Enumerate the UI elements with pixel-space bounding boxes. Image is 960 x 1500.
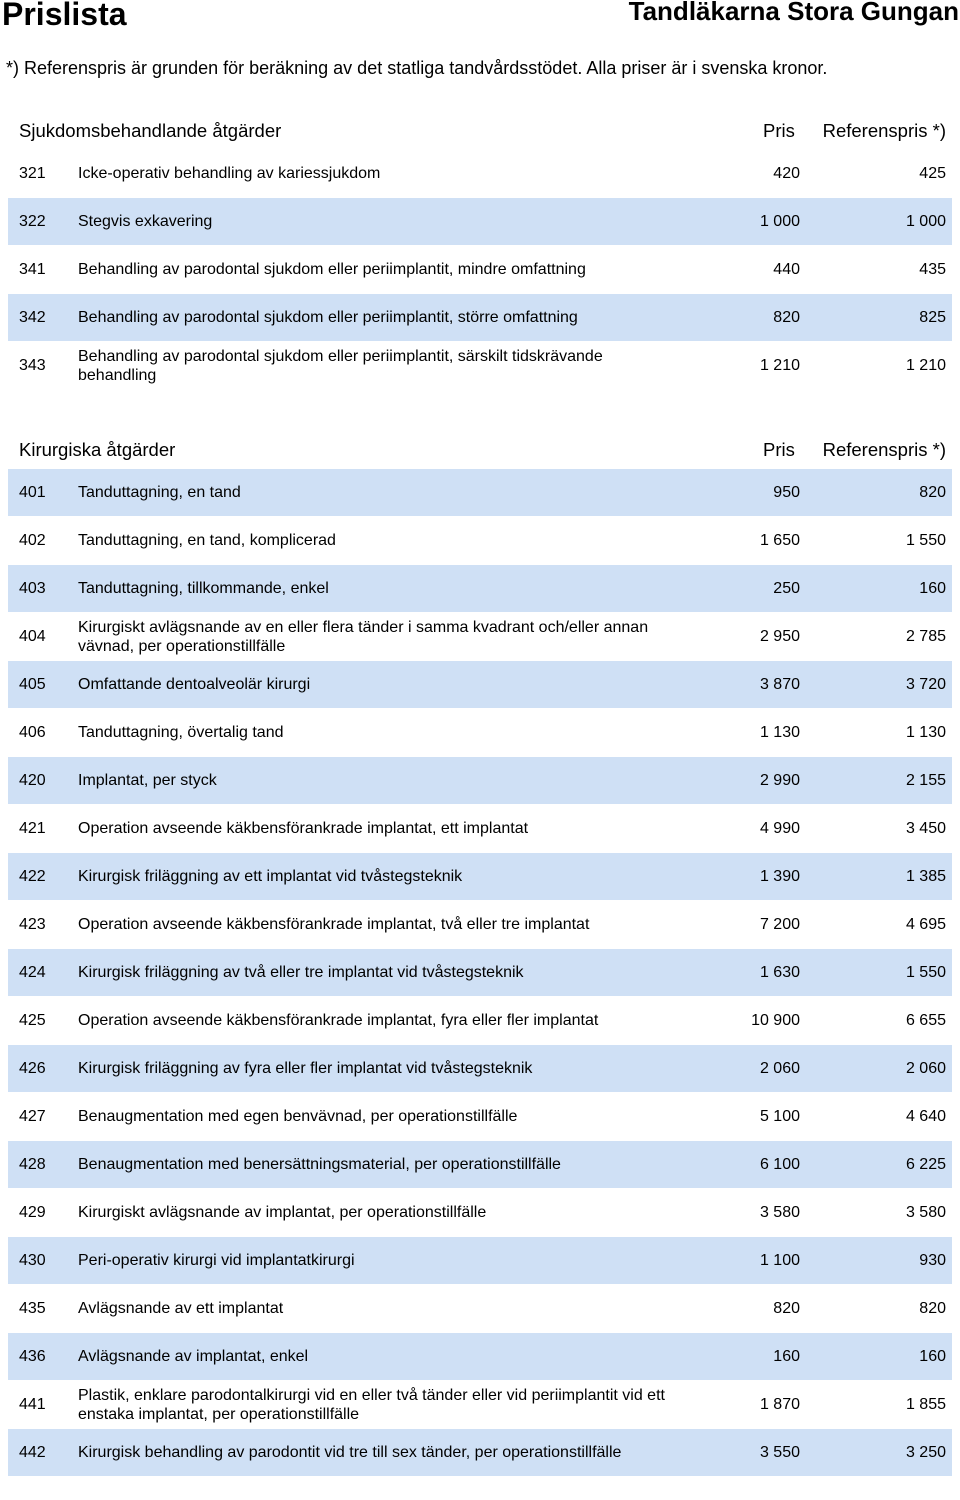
price-value: 160 <box>773 1347 800 1365</box>
procedure-code: 425 <box>19 1011 46 1029</box>
table-row <box>8 709 952 757</box>
reference-price-value: 1 550 <box>905 531 946 549</box>
price-value: 3 580 <box>759 1203 800 1221</box>
reference-price-value: 2 155 <box>905 771 946 789</box>
price-value: 1 650 <box>759 531 800 549</box>
table-row <box>8 1333 952 1381</box>
page-header <box>0 0 960 40</box>
procedure-code: 343 <box>19 356 46 374</box>
price-column-header: Pris <box>763 120 795 141</box>
price-value: 1 000 <box>759 212 800 230</box>
price-column-header: Pris <box>763 439 795 460</box>
price-value: 440 <box>773 260 800 278</box>
procedure-description: Behandling av parodontal sjukdom eller periimplantit, särskilt tidskrävande behandling <box>78 347 603 384</box>
procedure-description: Behandling av parodontal sjukdom eller periimplantit, mindre omfattning <box>78 261 586 278</box>
price-table <box>8 469 952 1477</box>
procedure-code: 402 <box>19 531 46 549</box>
reference-price-value: 820 <box>919 483 946 501</box>
table-row <box>8 997 952 1045</box>
reference-price-value: 3 720 <box>905 675 946 693</box>
procedure-code: 423 <box>19 915 46 933</box>
procedure-code: 430 <box>19 1251 46 1269</box>
procedure-description: Kirurgisk friläggning av fyra eller fler implantat vid tvåstegsteknik <box>78 1060 533 1077</box>
procedure-code: 426 <box>19 1059 46 1077</box>
section-title: Sjukdomsbehandlande åtgärder <box>19 120 282 141</box>
reference-price-value: 3 250 <box>905 1443 946 1461</box>
price-value: 1 630 <box>759 963 800 981</box>
section-header <box>8 110 952 150</box>
procedure-code: 422 <box>19 867 46 885</box>
procedure-code: 321 <box>19 164 46 182</box>
price-value: 420 <box>773 164 800 182</box>
procedure-description: Operation avseende käkbensförankrade implantat, fyra eller fler implantat <box>78 1012 599 1029</box>
section-surgery <box>8 429 952 1477</box>
reference-price-note: *) Referenspris är grunden för beräkning av det statliga tandvårdsstödet. Alla priser är i svenska kronor. <box>6 58 828 78</box>
procedure-description: Kirurgisk behandling av parodontit vid tre till sex tänder, per operationstillfälle <box>78 1444 622 1461</box>
section-treatment <box>8 110 952 390</box>
procedure-code: 341 <box>19 260 46 278</box>
table-row <box>8 1045 952 1093</box>
price-value: 820 <box>773 1299 800 1317</box>
reference-price-column-header: Referenspris *) <box>822 120 946 141</box>
reference-price-value: 3 580 <box>905 1203 946 1221</box>
price-value: 7 200 <box>759 915 800 933</box>
section-header <box>8 429 952 469</box>
procedure-description: Kirurgisk friläggning av två eller tre implantat vid tvåstegsteknik <box>78 964 524 981</box>
price-value: 6 100 <box>759 1155 800 1173</box>
procedure-description: Peri-operativ kirurgi vid implantatkirurgi <box>78 1252 355 1269</box>
price-value: 1 210 <box>759 356 800 374</box>
reference-price-value: 825 <box>919 308 946 326</box>
reference-price-value: 435 <box>919 260 946 278</box>
procedure-description: Plastik, enklare parodontalkirurgi vid en eller två tänder eller vid periimplantit vid ett enstaka implantat, per operationstillfälle <box>78 1386 665 1423</box>
price-value: 3 870 <box>759 675 800 693</box>
price-value: 2 990 <box>759 771 800 789</box>
procedure-description: Operation avseende käkbensförankrade implantat, två eller tre implantat <box>78 916 590 933</box>
procedure-code: 406 <box>19 723 46 741</box>
procedure-description: Kirurgiskt avlägsnande av implantat, per operationstillfälle <box>78 1204 487 1221</box>
procedure-description: Omfattande dentoalveolär kirurgi <box>78 676 311 693</box>
price-value: 1 130 <box>759 723 800 741</box>
procedure-code: 427 <box>19 1107 46 1125</box>
reference-price-value: 1 210 <box>905 356 946 374</box>
procedure-code: 436 <box>19 1347 46 1365</box>
table-row <box>8 517 952 565</box>
table-row <box>8 613 952 661</box>
procedure-code: 421 <box>19 819 46 837</box>
procedure-description: Tanduttagning, en tand, komplicerad <box>78 532 336 549</box>
reference-price-value: 930 <box>919 1251 946 1269</box>
table-row <box>8 1237 952 1285</box>
procedure-description: Tanduttagning, övertalig tand <box>78 724 284 741</box>
table-row <box>8 1093 952 1141</box>
procedure-description: Stegvis exkavering <box>78 213 213 230</box>
procedure-description: Benaugmentation med benersättningsmaterial, per operationstillfälle <box>78 1156 561 1173</box>
reference-price-value: 4 640 <box>905 1107 946 1125</box>
price-value: 3 550 <box>759 1443 800 1461</box>
reference-price-value: 425 <box>919 164 946 182</box>
procedure-code: 429 <box>19 1203 46 1221</box>
reference-price-value: 4 695 <box>905 915 946 933</box>
procedure-code: 342 <box>19 308 46 326</box>
procedure-code: 322 <box>19 212 46 230</box>
table-row <box>8 469 952 517</box>
table-row <box>8 1141 952 1189</box>
procedure-description: Tanduttagning, tillkommande, enkel <box>78 580 329 597</box>
reference-price-value: 160 <box>919 1347 946 1365</box>
procedure-code: 401 <box>19 483 46 501</box>
page-title: Prislista <box>2 0 127 32</box>
reference-price-value: 6 655 <box>905 1011 946 1029</box>
procedure-description: Avlägsnande av ett implantat <box>78 1300 284 1317</box>
table-row <box>8 901 952 949</box>
reference-price-value: 1 550 <box>905 963 946 981</box>
procedure-code: 403 <box>19 579 46 597</box>
reference-price-value: 160 <box>919 579 946 597</box>
table-row <box>8 805 952 853</box>
procedure-code: 404 <box>19 627 46 645</box>
procedure-code: 424 <box>19 963 46 981</box>
price-value: 1 870 <box>759 1395 800 1413</box>
reference-price-column-header: Referenspris *) <box>822 439 946 460</box>
procedure-description: Operation avseende käkbensförankrade implantat, ett implantat <box>78 820 529 837</box>
reference-price-value: 6 225 <box>905 1155 946 1173</box>
reference-price-value: 1 855 <box>905 1395 946 1413</box>
price-value: 2 060 <box>759 1059 800 1077</box>
reference-price-value: 1 000 <box>905 212 946 230</box>
table-row <box>8 757 952 805</box>
price-value: 1 100 <box>759 1251 800 1269</box>
procedure-code: 420 <box>19 771 46 789</box>
price-value: 820 <box>773 308 800 326</box>
procedure-description: Icke-operativ behandling av kariessjukdom <box>78 165 381 182</box>
table-row <box>8 198 952 246</box>
table-row <box>8 661 952 709</box>
price-table <box>8 150 952 390</box>
price-value: 950 <box>773 483 800 501</box>
table-row <box>8 1381 952 1429</box>
table-row <box>8 853 952 901</box>
procedure-description: Kirurgisk friläggning av ett implantat vid tvåstegsteknik <box>78 868 463 885</box>
reference-price-value: 1 385 <box>905 867 946 885</box>
procedure-code: 428 <box>19 1155 46 1173</box>
reference-price-value: 2 060 <box>905 1059 946 1077</box>
procedure-code: 441 <box>19 1395 46 1413</box>
procedure-description: Avlägsnande av implantat, enkel <box>78 1348 309 1365</box>
procedure-description: Behandling av parodontal sjukdom eller periimplantit, större omfattning <box>78 309 578 326</box>
price-value: 5 100 <box>759 1107 800 1125</box>
procedure-description: Tanduttagning, en tand <box>78 484 241 501</box>
procedure-code: 405 <box>19 675 46 693</box>
procedure-description: Kirurgiskt avlägsnande av en eller flera tänder i samma kvadrant och/eller annan vävnad, per operationstillfälle <box>78 618 649 655</box>
price-value: 250 <box>773 579 800 597</box>
table-row <box>8 294 952 342</box>
procedure-description: Benaugmentation med egen benvävnad, per operationstillfälle <box>78 1108 518 1125</box>
reference-price-value: 1 130 <box>905 723 946 741</box>
procedure-code: 435 <box>19 1299 46 1317</box>
section-title: Kirurgiska åtgärder <box>19 439 176 460</box>
table-row <box>8 565 952 613</box>
price-value: 1 390 <box>759 867 800 885</box>
table-row <box>8 1285 952 1333</box>
reference-price-value: 2 785 <box>905 627 946 645</box>
price-value: 4 990 <box>759 819 800 837</box>
price-value: 2 950 <box>759 627 800 645</box>
table-row <box>8 342 952 390</box>
table-row <box>8 1189 952 1237</box>
table-row <box>8 150 952 198</box>
table-row <box>8 246 952 294</box>
reference-price-value: 3 450 <box>905 819 946 837</box>
procedure-code: 442 <box>19 1443 46 1461</box>
procedure-description: Implantat, per styck <box>78 772 217 789</box>
price-value: 10 900 <box>751 1011 800 1029</box>
table-row <box>8 1429 952 1477</box>
clinic-name: Tandläkarna Stora Gungan <box>628 0 959 26</box>
reference-price-value: 820 <box>919 1299 946 1317</box>
table-row <box>8 949 952 997</box>
